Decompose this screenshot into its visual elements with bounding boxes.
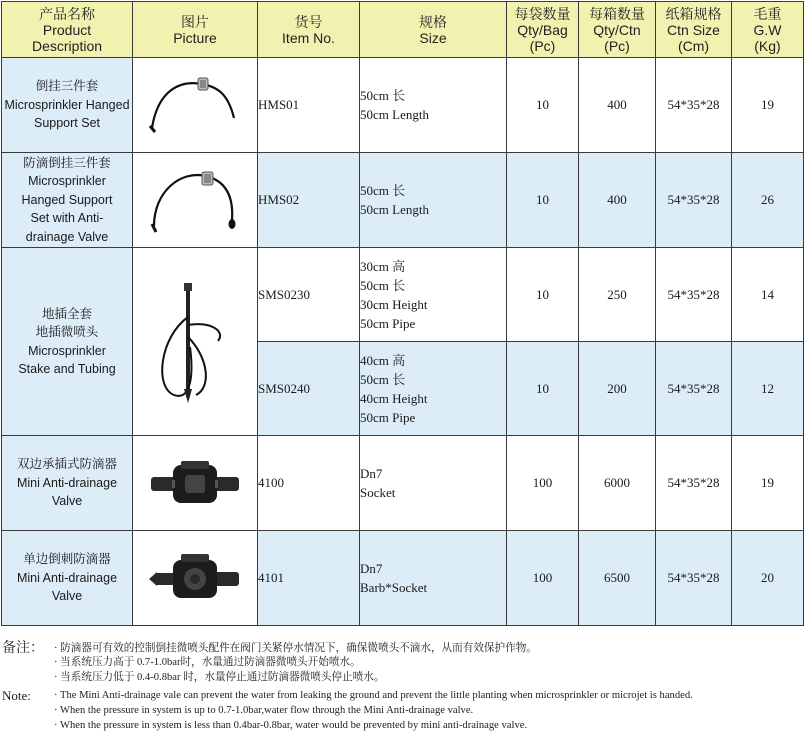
product-picture-cell <box>133 531 258 626</box>
item-no: 4101 <box>258 531 360 626</box>
product-name-en: Mini Anti-drainage <box>16 570 118 585</box>
product-name-en: Microsprinkler <box>28 343 106 358</box>
header-item-en: Item No. <box>282 29 335 46</box>
size-line: Barb*Socket <box>360 580 428 595</box>
size-line: 50cm Pipe <box>360 315 416 331</box>
qty-ctn: 6500 <box>579 531 656 626</box>
header-ctn-size-cn: 纸箱规格 <box>665 5 722 22</box>
header-gw-cn: 毛重 <box>753 5 782 22</box>
note-en-text: · When the pressure in system is less than 0.4bar-0.8bar, water would be prevented by mini anti-drainage valve. <box>54 720 528 731</box>
size-line: 50cm Length <box>360 202 429 217</box>
table-row <box>2 531 804 626</box>
header-desc-en1: Product <box>42 21 92 38</box>
header-size-en: Size <box>419 29 447 46</box>
product-name-en: Microsprinkler Hanged <box>4 97 130 112</box>
product-name-cn: 双边承插式防滴器 <box>16 457 117 472</box>
ctn-size: 54*35*28 <box>656 248 732 342</box>
qty-bag: 10 <box>507 248 579 342</box>
table-row <box>2 58 804 153</box>
product-name-en: drainage Valve <box>25 229 109 244</box>
product-name-cell <box>2 248 133 436</box>
ctn-size: 54*35*28 <box>656 436 732 531</box>
product-name-en: Valve <box>51 589 83 604</box>
header-qty-bag <box>507 2 579 58</box>
header-qty-bag-en: Qty/Bag <box>517 21 568 38</box>
gross-weight: 14 <box>732 248 804 342</box>
qty-ctn: 200 <box>579 342 656 436</box>
header-qty-ctn-cn: 每箱数量 <box>589 5 645 22</box>
product-name-cn: 倒挂三件套 <box>35 79 99 94</box>
qty-ctn: 6000 <box>579 436 656 531</box>
header-desc-en2: Description <box>31 37 103 54</box>
gross-weight: 19 <box>732 436 804 531</box>
gross-weight: 20 <box>732 531 804 626</box>
header-qty-ctn-unit: (Pc) <box>604 37 630 54</box>
qty-bag: 10 <box>507 342 579 436</box>
product-name-en: Support Set <box>33 116 100 131</box>
size-line: 50cm Length <box>360 107 429 122</box>
hanged-support-set-icon <box>140 70 250 140</box>
header-qty-bag-cn: 每袋数量 <box>514 5 571 22</box>
size-line: 50cm Pipe <box>360 409 416 425</box>
note-cn-text: · 当系统压力低于 0.4-0.8bar 时，水量停止通过防滴器微喷头停止喷水。 <box>54 672 385 683</box>
header-ctn-size <box>656 2 732 58</box>
ctn-size: 54*35*28 <box>656 342 732 436</box>
size-cell <box>360 248 507 342</box>
product-name-en: Stake and Tubing <box>18 362 116 376</box>
product-picture-cell <box>133 153 258 248</box>
product-picture-cell <box>133 58 258 153</box>
size-line: 50cm 长 <box>360 88 406 103</box>
header-picture <box>133 2 258 58</box>
note-cn-text: · 当系统压力高于 0.7-1.0bar时，水量通过防滴器微喷头开始喷水。 <box>54 657 361 668</box>
qty-bag: 100 <box>507 531 579 626</box>
notes-en-label: Note: <box>2 688 31 703</box>
size-line: 40cm Height <box>360 390 428 406</box>
note-en-text: · The Mini Anti-drainage vale can prevent the water from leaking the ground and prevent the little planting when microsprinkler or microjet is handed. <box>54 690 693 701</box>
header-gw <box>732 2 804 58</box>
header-size-cn: 规格 <box>419 13 447 30</box>
size-cell <box>360 436 507 531</box>
table-row <box>2 436 804 531</box>
qty-bag: 10 <box>507 153 579 248</box>
hanged-support-valve-icon <box>140 162 250 238</box>
product-name-cn: 单边倒刺防滴器 <box>23 552 111 567</box>
product-name-en: Hanged Support <box>21 192 113 207</box>
product-name-en: Valve <box>51 494 83 509</box>
header-item-no <box>258 2 360 58</box>
product-name-cn: 地插微喷头 <box>35 325 99 339</box>
table-row <box>2 248 804 342</box>
header-row <box>2 2 804 58</box>
product-name-en: Set with Anti- <box>30 211 104 226</box>
product-name-en: Mini Anti-drainage <box>16 475 118 490</box>
qty-ctn: 400 <box>579 153 656 248</box>
size-cell <box>360 342 507 436</box>
header-qty-ctn <box>579 2 656 58</box>
qty-bag: 100 <box>507 436 579 531</box>
header-item-cn: 货号 <box>294 13 323 30</box>
qty-bag: 10 <box>507 58 579 153</box>
item-no: SMS0230 <box>258 248 360 342</box>
note-cn-text: · 防滴器可有效的控制倒挂微喷头配件在阀门关紧停水情况下，确保微喷头不滴水，从而有效保护作物。 <box>54 643 537 654</box>
notes-cn-label: 备注： <box>2 641 44 656</box>
size-line: 30cm 高 <box>360 258 406 274</box>
qty-ctn: 250 <box>579 248 656 342</box>
header-desc-cn: 产品名称 <box>39 5 95 22</box>
header-qty-bag-unit: (Pc) <box>529 37 556 54</box>
product-name-cell <box>2 58 133 153</box>
ctn-size: 54*35*28 <box>656 531 732 626</box>
item-no: 4100 <box>258 436 360 531</box>
product-name-en: Microsprinkler <box>28 174 106 189</box>
header-gw-unit: (Kg) <box>754 37 781 54</box>
header-ctn-size-unit: (Cm) <box>677 37 710 54</box>
size-cell <box>360 58 507 153</box>
size-line: 50cm 长 <box>360 371 406 387</box>
product-picture-cell <box>133 248 258 436</box>
product-name-cell <box>2 436 133 531</box>
size-cell <box>360 153 507 248</box>
ctn-size: 54*35*28 <box>656 58 732 153</box>
size-line: 40cm 高 <box>360 352 406 368</box>
size-cell <box>360 531 507 626</box>
size-line: Socket <box>360 485 396 500</box>
item-no: HMS01 <box>258 58 360 153</box>
header-picture-en: Picture <box>173 29 217 46</box>
product-name-cell <box>2 153 133 248</box>
ctn-size: 54*35*28 <box>656 153 732 248</box>
header-qty-ctn-en: Qty/Ctn <box>593 21 641 38</box>
product-name-cn: 地插全套 <box>41 306 92 321</box>
double-socket-valve-icon <box>145 453 245 513</box>
item-no: SMS0240 <box>258 342 360 436</box>
table-row <box>2 153 804 248</box>
barb-socket-valve-icon <box>145 548 245 608</box>
gross-weight: 19 <box>732 58 804 153</box>
size-line: Dn7 <box>360 561 383 576</box>
product-spec-table <box>1 1 804 626</box>
note-en-text: · When the pressure in system is up to 0.7-1.0bar,water flow through the Mini Anti-drainage valve. <box>54 705 474 716</box>
item-no: HMS02 <box>258 153 360 248</box>
size-line: Dn7 <box>360 466 383 481</box>
header-size <box>360 2 507 58</box>
product-picture-cell <box>133 436 258 531</box>
size-line: 50cm 长 <box>360 277 406 293</box>
stake-tubing-icon <box>150 277 240 407</box>
header-description <box>2 2 133 58</box>
product-name-cn: 防滴倒挂三件套 <box>23 155 111 170</box>
size-line: 50cm 长 <box>360 183 406 198</box>
qty-ctn: 400 <box>579 58 656 153</box>
gross-weight: 26 <box>732 153 804 248</box>
header-ctn-size-en: Ctn Size <box>667 21 720 38</box>
product-name-cell <box>2 531 133 626</box>
header-gw-en: G.W <box>753 21 782 38</box>
size-line: 30cm Height <box>360 296 428 312</box>
header-picture-cn: 图片 <box>181 13 209 30</box>
gross-weight: 12 <box>732 342 804 436</box>
